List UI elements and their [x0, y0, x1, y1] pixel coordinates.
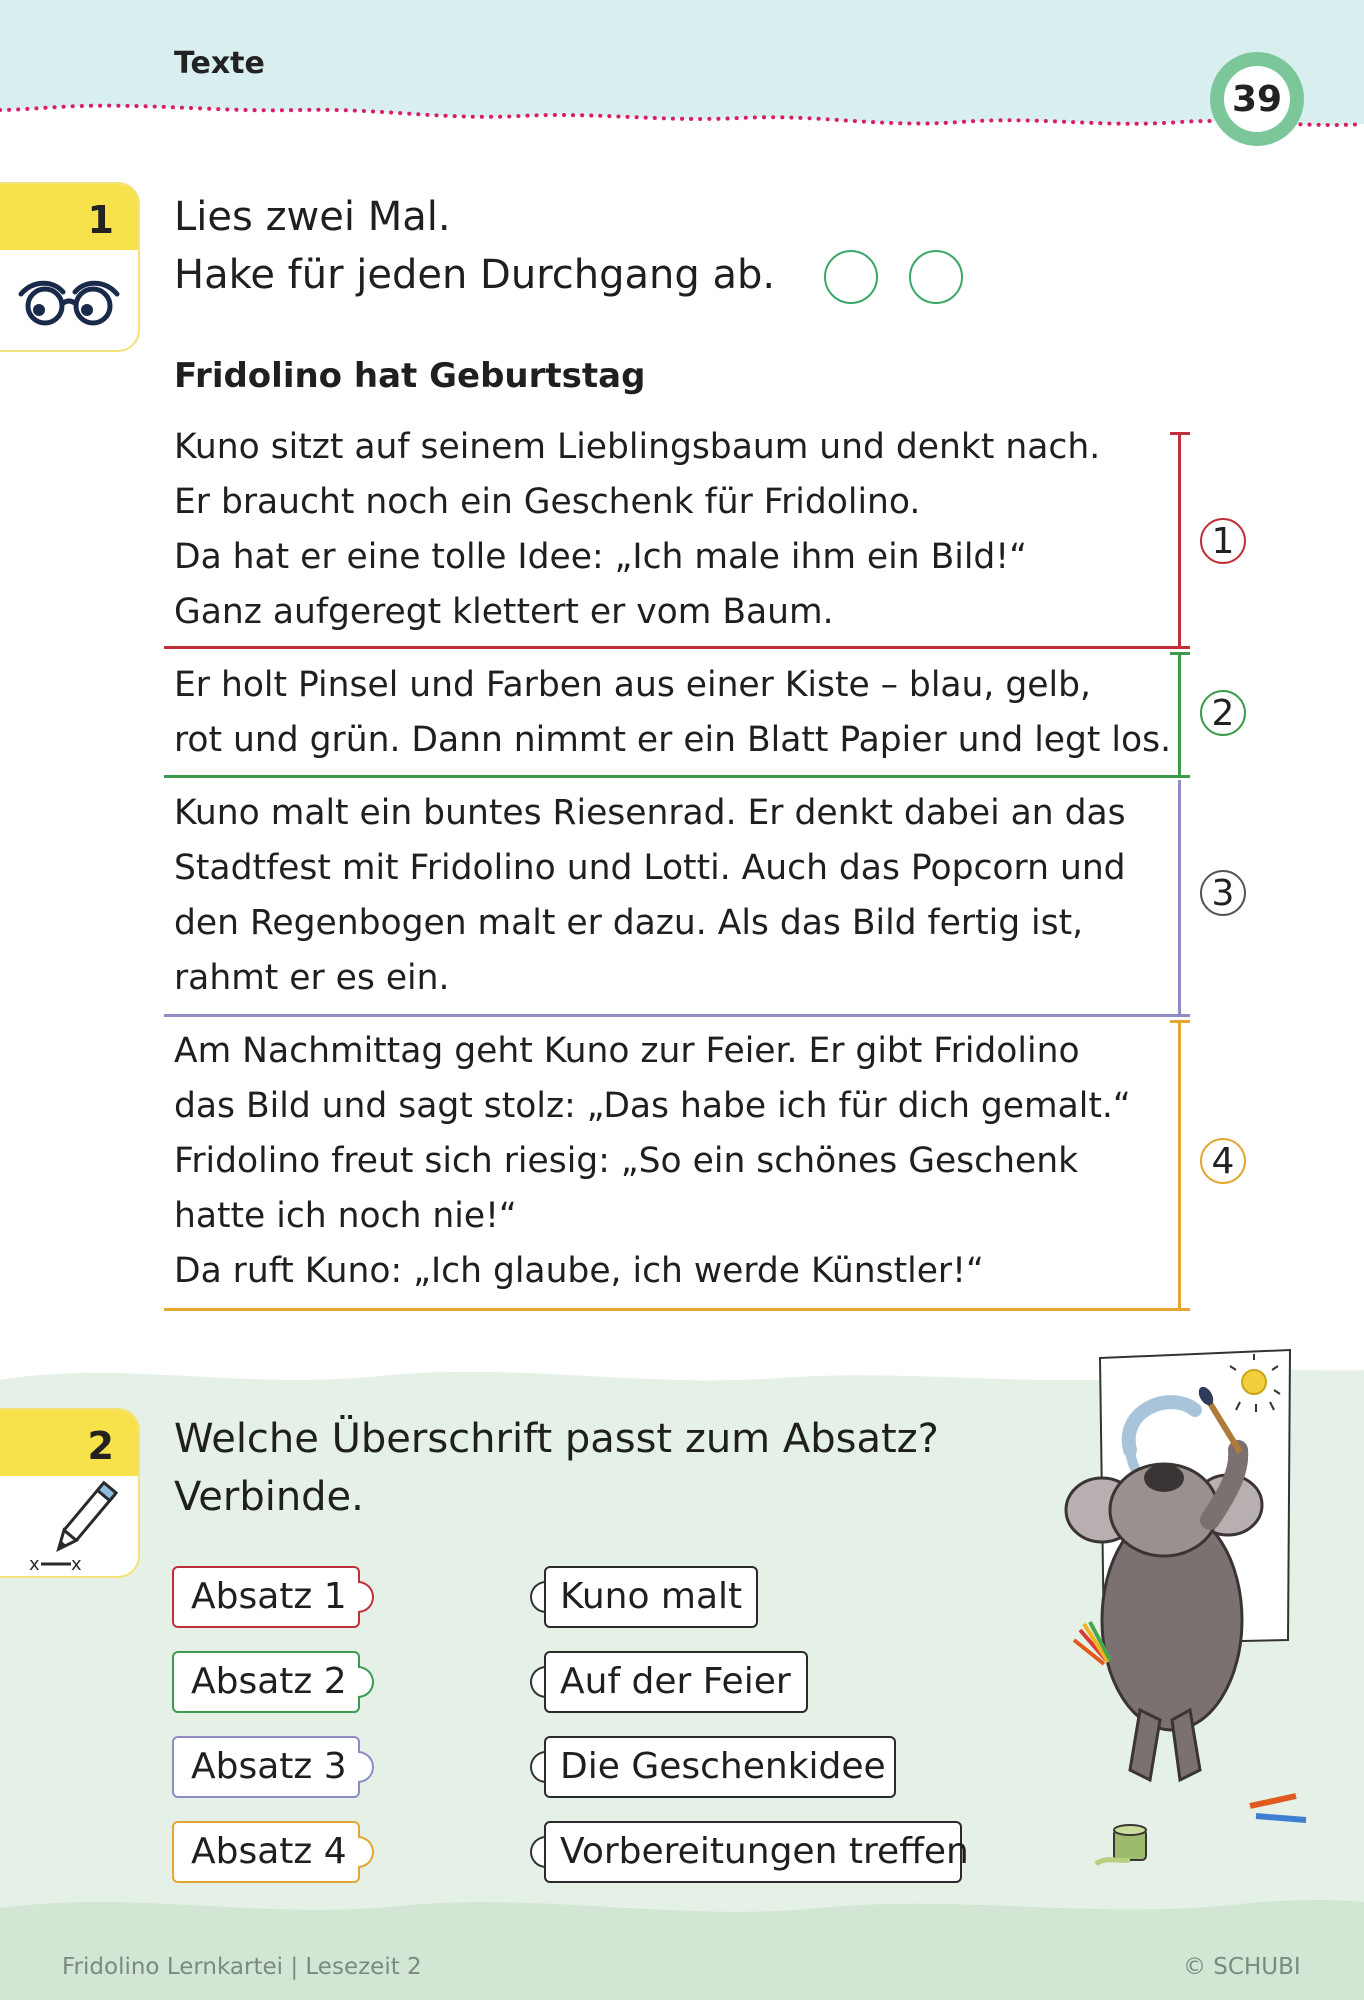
paragraph-2-number: 2	[1200, 690, 1246, 736]
task-2-number: 2	[0, 1410, 138, 1476]
paragraph-line: Ganz aufgeregt klettert er vom Baum.	[174, 592, 834, 632]
paragraph-1-bracket-cap	[1170, 432, 1190, 435]
absatz-1-box[interactable]: Absatz 1	[172, 1566, 360, 1628]
koala-painting-illustration	[1060, 1340, 1320, 1980]
paragraph-line: Am Nachmittag geht Kuno zur Feier. Er gibt Fridolino	[174, 1031, 1080, 1071]
heading-option-box[interactable]: Die Geschenkidee	[544, 1736, 896, 1798]
svg-text:x: x	[29, 1554, 40, 1575]
paragraph-line: hatte ich noch nie!“	[174, 1196, 517, 1236]
pencil-connect-icon	[9, 1476, 129, 1576]
instruction-line: Lies zwei Mal.	[174, 194, 451, 240]
paragraph-line: Kuno malt ein buntes Riesenrad. Er denkt dabei an das	[174, 793, 1126, 833]
paragraph-line: den Regenbogen malt er dazu. Als das Bild fertig ist,	[174, 903, 1084, 943]
paragraph-4-number: 4	[1200, 1138, 1246, 1184]
task-1-instruction	[174, 188, 775, 304]
story-title: Fridolino hat Geburtstag	[174, 356, 646, 396]
instruction-line: Welche Überschrift passt zum Absatz?	[174, 1416, 939, 1462]
paragraph-1	[174, 420, 1174, 640]
glasses-icon	[15, 270, 123, 330]
heading-option-box[interactable]: Vorbereitungen treffen	[544, 1821, 962, 1883]
paragraph-line: Er holt Pinsel und Farben aus einer Kiste – blau, gelb,	[174, 665, 1091, 705]
paragraph-3-divider	[164, 1014, 1190, 1017]
task-2-tab	[0, 1408, 140, 1578]
paragraph-line: Da hat er eine tolle Idee: „Ich male ihm ein Bild!“	[174, 537, 1028, 577]
paragraph-4	[174, 1024, 1174, 1299]
absatz-2-box[interactable]: Absatz 2	[172, 1651, 360, 1713]
paragraph-line: Fridolino freut sich riesig: „So ein schönes Geschenk	[174, 1141, 1079, 1181]
paragraph-line: Stadtfest mit Fridolino und Lotti. Auch das Popcorn und	[174, 848, 1126, 888]
instruction-line: Hake für jeden Durchgang ab.	[174, 252, 776, 298]
paragraph-4-divider	[164, 1308, 1190, 1311]
page-number: 39	[1224, 66, 1290, 132]
paragraph-2-divider	[164, 775, 1190, 778]
absatz-4-box[interactable]: Absatz 4	[172, 1821, 360, 1883]
paragraph-3	[174, 786, 1174, 1006]
paragraph-line: Er braucht noch ein Geschenk für Fridolino.	[174, 482, 921, 522]
paragraph-3-bracket	[1178, 780, 1181, 1016]
paragraph-1-bracket	[1178, 434, 1181, 648]
read-check-circle-2[interactable]	[909, 250, 963, 304]
heading-option-box[interactable]: Auf der Feier	[544, 1651, 808, 1713]
paragraph-3-number: 3	[1200, 870, 1246, 916]
task-2-instruction	[174, 1410, 939, 1526]
paragraph-line: rot und grün. Dann nimmt er ein Blatt Papier und legt los.	[174, 720, 1172, 760]
read-check-circle-1[interactable]	[824, 250, 878, 304]
page-number-badge	[1210, 52, 1304, 146]
instruction-line: Verbinde.	[174, 1474, 364, 1520]
paragraph-line: das Bild und sagt stolz: „Das habe ich für dich gemalt.“	[174, 1086, 1131, 1126]
paragraph-2	[174, 658, 1174, 768]
section-label: Texte	[174, 46, 265, 81]
heading-option-box[interactable]: Kuno malt	[544, 1566, 758, 1628]
absatz-3-box[interactable]: Absatz 3	[172, 1736, 360, 1798]
paragraph-4-bracket	[1178, 1020, 1181, 1310]
paragraph-1-divider	[164, 646, 1190, 649]
footer-source: Fridolino Lernkartei | Lesezeit 2	[62, 1954, 422, 1980]
task-1-number: 1	[0, 184, 138, 250]
paragraph-line: rahmt er es ein.	[174, 958, 450, 998]
task-1-tab	[0, 182, 140, 352]
paragraph-1-number: 1	[1200, 518, 1246, 564]
paragraph-2-bracket	[1178, 652, 1181, 778]
paragraph-line: Da ruft Kuno: „Ich glaube, ich werde Künstler!“	[174, 1251, 984, 1291]
svg-text:x: x	[71, 1554, 82, 1575]
paragraph-2-bracket-cap	[1170, 652, 1190, 655]
paragraph-line: Kuno sitzt auf seinem Lieblingsbaum und denkt nach.	[174, 427, 1101, 467]
paragraph-4-bracket-cap	[1170, 1020, 1190, 1023]
footer-copyright: © SCHUBI	[1183, 1954, 1301, 1980]
